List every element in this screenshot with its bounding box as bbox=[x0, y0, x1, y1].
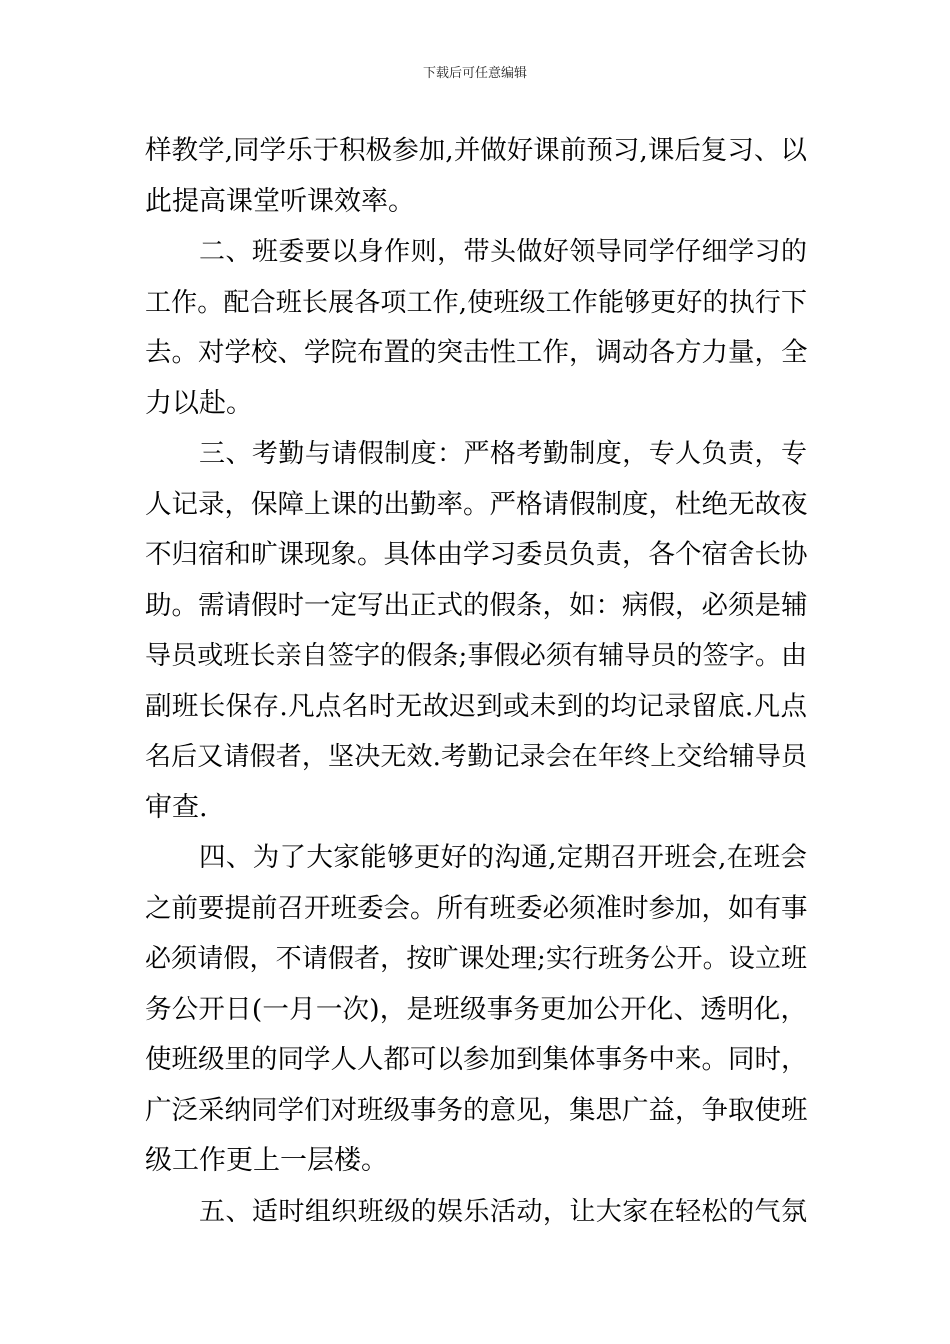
text-line: 广泛采纳同学们对班级事务的意见，集思广益，争取使班 bbox=[145, 1094, 808, 1126]
text-line: 人记录，保障上课的出勤率。严格请假制度，杜绝无故夜 bbox=[145, 488, 808, 520]
text-line: 级工作更上一层楼。 bbox=[145, 1145, 388, 1176]
text-line: 工作。配合班长展各项工作,使班级工作能够更好的执行下 bbox=[145, 287, 807, 318]
paragraph-5 bbox=[145, 1187, 807, 1238]
paragraph-continuation bbox=[145, 126, 807, 227]
text-line: 副班长保存.凡点名时无故迟到或未到的均记录留底.凡点 bbox=[145, 690, 807, 722]
text-line: 名后又请假者，坚决无效.考勤记录会在年终上交给辅导员 bbox=[145, 742, 807, 772]
text-line: 之前要提前召开班委会。所有班委必须准时参加，如有事 bbox=[145, 892, 808, 924]
text-line: 使班级里的同学人人都可以参加到集体事务中来。同时， bbox=[145, 1044, 808, 1075]
text-line: 样教学,同学乐于积极参加,并做好课前预习,课后复习、以 bbox=[145, 135, 807, 166]
page-header: 下载后可任意编辑 bbox=[422, 66, 527, 81]
text-line: 三、考勤与请假制度：严格考勤制度，专人负责，专 bbox=[199, 439, 807, 469]
text-line: 必须请假，不请假者，按旷课处理;实行班务公开。设立班 bbox=[145, 944, 807, 974]
text-line: 去。对学校、学院布置的突击性工作，调动各方力量，全 bbox=[145, 337, 808, 368]
text-line: 五、适时组织班级的娱乐活动，让大家在轻松的气氛 bbox=[199, 1196, 807, 1227]
text-line: 力以赴。 bbox=[145, 387, 253, 419]
text-line: 四、为了大家能够更好的沟通,定期召开班会,在班会 bbox=[199, 842, 807, 873]
text-line: 助。需请假时一定写出正式的假条，如：病假，必须是辅 bbox=[145, 589, 808, 621]
text-line: 此提高课堂听课效率。 bbox=[145, 185, 415, 217]
text-line: 务公开日(一月一次)，是班级事务更加公开化、透明化， bbox=[145, 993, 807, 1025]
text-line: 审查. bbox=[145, 791, 208, 823]
text-line: 不归宿和旷课现象。具体由学习委员负责，各个宿舍长协 bbox=[145, 539, 808, 570]
text-line: 二、班委要以身作则，带头做好领导同学仔细学习的 bbox=[199, 237, 807, 267]
text-line: 导员或班长亲自签字的假条;事假必须有辅导员的签字。由 bbox=[145, 641, 807, 671]
paragraph-3 bbox=[145, 429, 807, 833]
document-body bbox=[145, 126, 807, 1237]
paragraph-2 bbox=[145, 227, 807, 429]
paragraph-4 bbox=[145, 833, 807, 1187]
